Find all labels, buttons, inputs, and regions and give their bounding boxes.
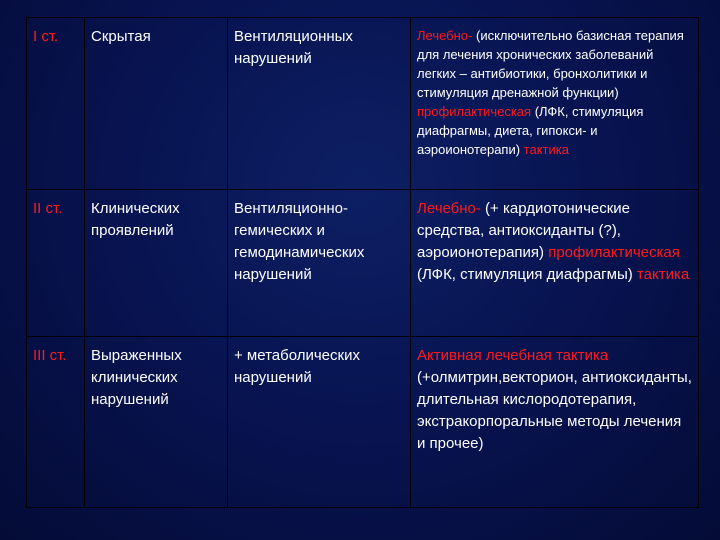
stage-cell	[27, 337, 85, 508]
disorders-cell: Вентиляционно-гемических и гемодинамических нарушений	[228, 190, 411, 337]
prophylactic-label: профилактическая	[417, 104, 532, 119]
table-row	[27, 337, 699, 508]
treatment-text: (исключительно базисная терапия для лечения хронических заболеваний легких – антибиотики, бронхолитики и стимуляция дренажной функции)	[417, 28, 684, 100]
treatment-cell	[411, 337, 699, 508]
manifestation-cell: Клинических проявлений	[85, 190, 228, 337]
treatment-text: (+ кардиотонические средства, антиоксиданты (?), аэроионотерапия)	[417, 200, 631, 261]
tactic-label: тактика	[523, 142, 569, 157]
stage-cell	[27, 190, 85, 337]
manifestation-cell: Выраженных клинических нарушений	[85, 337, 228, 508]
stage-label: III ст.	[33, 347, 67, 364]
disorders-cell: Вентиляционных нарушений	[228, 18, 411, 190]
prophylactic-text: (ЛФК, стимуляция диафрагмы)	[417, 266, 637, 283]
treatment-cell	[411, 190, 699, 337]
stage-cell	[27, 18, 85, 190]
stage-label: II ст.	[33, 200, 63, 217]
disorders-cell: + метаболических нарушений	[228, 337, 411, 508]
tactic-label: тактика	[636, 266, 690, 283]
stages-table	[26, 17, 699, 508]
manifestation-cell: Скрытая	[85, 18, 228, 190]
stage-label: I ст.	[33, 28, 59, 45]
treatment-text: (+олмитрин,векторион, антиоксиданты, длительная кислородотерапия, экстракорпоральные методы лечения и прочее)	[417, 369, 692, 452]
treatment-prefix: Активная лечебная тактика	[417, 347, 609, 364]
treatment-prefix: Лечебно-	[417, 28, 473, 43]
table-row	[27, 18, 699, 190]
treatment-cell	[411, 18, 699, 190]
treatment-prefix: Лечебно-	[417, 200, 481, 217]
prophylactic-label: профилактическая	[548, 244, 680, 261]
prophylactic-text: (ЛФК, стимуляция диафрагмы, диета, гипокси- и аэроионотерапи)	[417, 104, 644, 157]
table-row	[27, 190, 699, 337]
